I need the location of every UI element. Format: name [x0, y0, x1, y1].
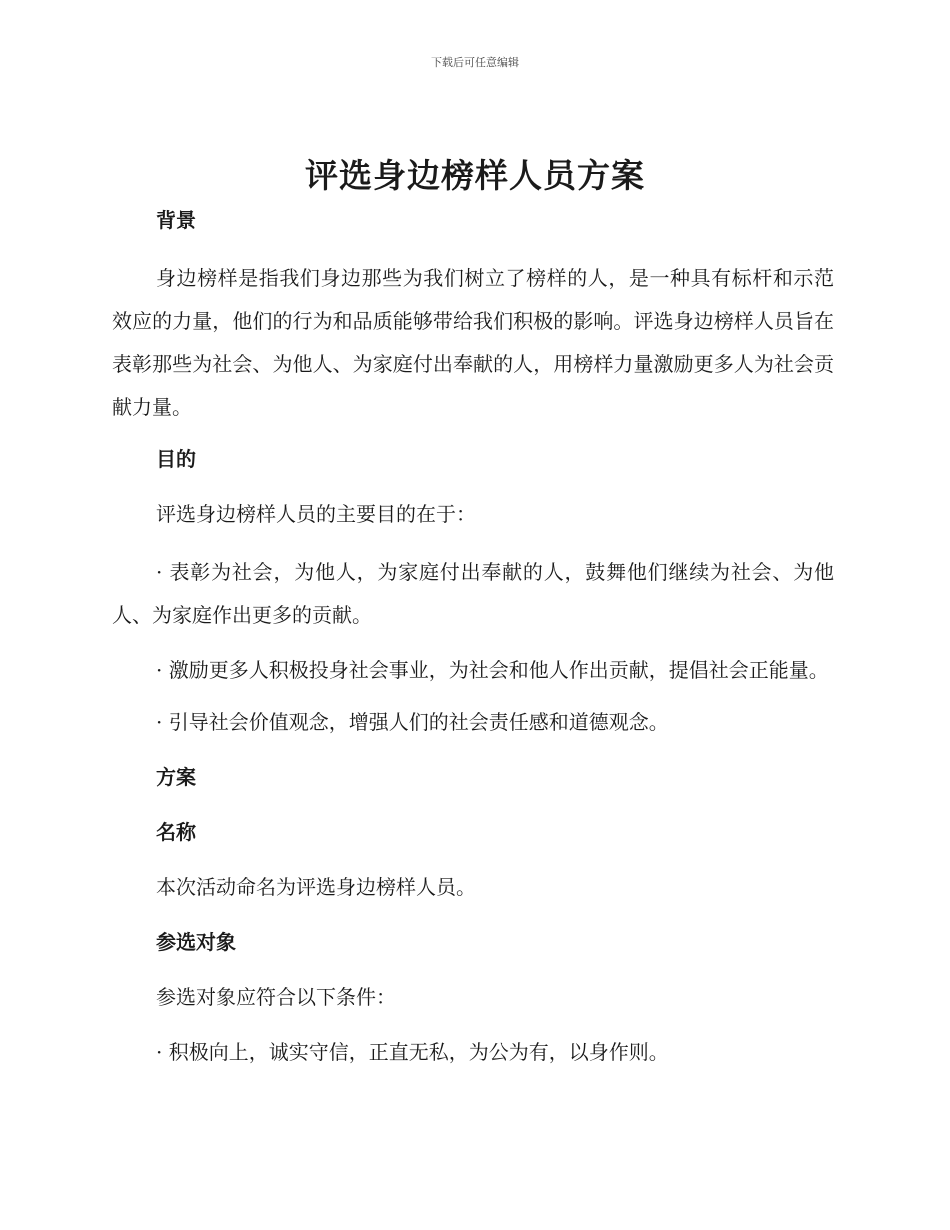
- document-body: [112, 202, 834, 1089]
- section-heading-purpose: 目的: [156, 447, 196, 471]
- purpose-item: · 激励更多人积极投身社会事业，为社会和他人作出贡献，提倡社会正能量。: [156, 658, 829, 682]
- participants-item: · 积极向上，诚实守信，正直无私，为公为有，以身作则。: [156, 1040, 669, 1064]
- name-paragraph: 本次活动命名为评选身边榜样人员。: [156, 875, 476, 899]
- purpose-intro: 评选身边榜样人员的主要目的在于：: [156, 502, 476, 526]
- section-heading-name: 名称: [156, 820, 196, 844]
- section-heading-background: 背景: [156, 208, 196, 232]
- document-title: 评选身边榜样人员方案: [305, 156, 645, 195]
- header-note: 下载后可任意编辑: [431, 56, 519, 69]
- background-paragraph: 身边榜样是指我们身边那些为我们树立了榜样的人，是一种具有标杆和示范效应的力量，他们的行为和品质能够带给我们积极的影响。评选身边榜样人员旨在表彰那些为社会、为他人、为家庭付出奉献的人，用榜样力量激励更多人为社会贡献力量。: [112, 266, 834, 419]
- purpose-item: · 引导社会价值观念，增强人们的社会责任感和道德观念。: [156, 710, 669, 734]
- section-heading-plan: 方案: [156, 765, 196, 789]
- section-heading-participants: 参选对象: [156, 930, 236, 954]
- participants-intro: 参选对象应符合以下条件：: [156, 985, 396, 1009]
- purpose-item: · 表彰为社会，为他人，为家庭付出奉献的人，鼓舞他们继续为社会、为他人、为家庭作出更多的贡献。: [112, 560, 834, 627]
